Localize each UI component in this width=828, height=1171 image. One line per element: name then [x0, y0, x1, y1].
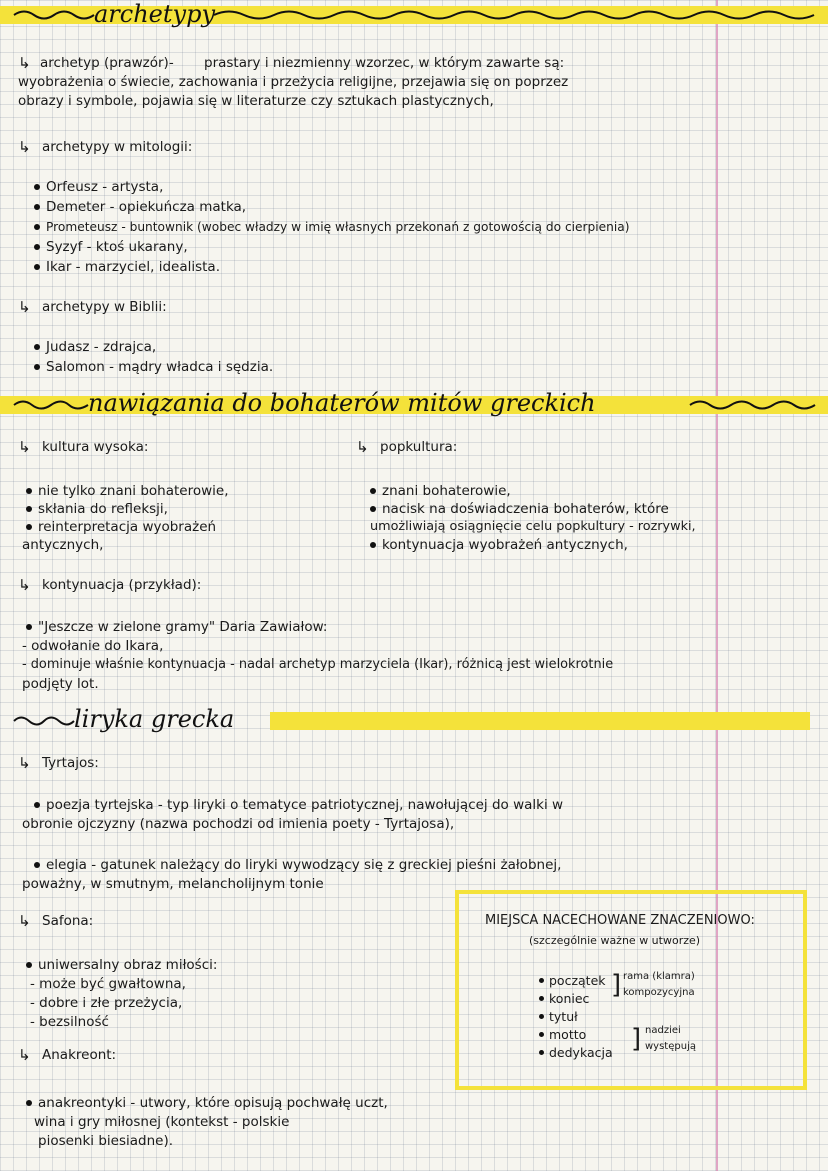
bullet-icon: [34, 244, 40, 250]
wave-decoration: [690, 398, 815, 412]
bullet-icon: [539, 1014, 544, 1019]
bullet-icon: [539, 1050, 544, 1055]
bullet-icon: [26, 1100, 32, 1106]
section-title: archetypy: [94, 0, 216, 28]
definition-label: archetyp (prawzór)-: [40, 55, 174, 71]
arrow-icon: ↳: [18, 912, 31, 930]
list-item: - odwołanie do Ikara,: [22, 638, 164, 654]
subsection-header: Safona:: [42, 913, 94, 929]
list-item: Prometeusz - buntownik (wobec władzy w imię własnych przekonań z gotowością do cierpienia): [46, 220, 630, 234]
bullet-icon: [539, 996, 544, 1001]
arrow-icon: ↳: [18, 1046, 31, 1064]
section-title: liryka grecka: [74, 705, 235, 733]
list-item: podjęty lot.: [22, 676, 99, 692]
bullet-icon: [26, 488, 32, 494]
column-header: kultura wysoka:: [42, 439, 149, 455]
bullet-icon: [34, 204, 40, 210]
list-item: nie tylko znani bohaterowie,: [38, 483, 229, 499]
box-subtitle: (szczególnie ważne w utworze): [529, 934, 701, 947]
bullet-icon: [34, 224, 40, 230]
list-item: nacisk na doświadczenia bohaterów, które: [382, 501, 669, 517]
wave-decoration: [14, 398, 88, 412]
arrow-icon: ↳: [18, 54, 31, 72]
list-item: - dobre i złe przeżycia,: [30, 995, 183, 1011]
list-item: dedykacja: [549, 1045, 613, 1060]
definition-text: wyobrażenia o świecie, zachowania i przeżycia religijne, przejawia się on poprzez: [18, 74, 569, 90]
list-item: antycznych,: [22, 537, 104, 553]
list-item: skłania do refleksji,: [38, 501, 168, 517]
bullet-icon: [370, 506, 376, 512]
list-item: - dominuje właśnie kontynuacja - nadal archetyp marzyciela (Ikar), różnicą jest wielokrotnie: [22, 657, 614, 672]
arrow-icon: ↳: [356, 438, 369, 456]
paragraph-text: anakreontyki - utwory, które opisują pochwałę uczt,: [38, 1095, 388, 1111]
bullet-icon: [370, 488, 376, 494]
paragraph-text: poważny, w smutnym, melancholijnym tonie: [22, 876, 324, 892]
box-note: nadziei: [645, 1025, 681, 1036]
box-note: kompozycyjna: [623, 987, 695, 998]
arrow-icon: ↳: [18, 576, 31, 594]
column-header: popkultura:: [380, 439, 458, 455]
box-note: występują: [645, 1041, 696, 1052]
section-title: nawiązania do bohaterów mitów greckich: [88, 389, 596, 417]
list-item: Syzyf - ktoś ukarany,: [46, 239, 188, 255]
list-item: tytuł: [549, 1009, 578, 1024]
bullet-icon: [539, 1032, 544, 1037]
list-item: Demeter - opiekuńcza matka,: [46, 199, 247, 215]
bullet-icon: [34, 344, 40, 350]
bullet-icon: [34, 364, 40, 370]
list-item: umożliwiają osiągnięcie celu popkultury - rozrywki,: [370, 519, 696, 534]
list-item: koniec: [549, 991, 590, 1006]
bullet-icon: [26, 506, 32, 512]
box-title: MIEJSCA NACECHOWANE ZNACZENIOWO:: [485, 913, 755, 928]
list-item: "Jeszcze w zielone gramy" Daria Zawiałow:: [38, 619, 328, 635]
arrow-icon: ↳: [18, 438, 31, 456]
title-highlight: [270, 712, 810, 730]
bullet-icon: [370, 542, 376, 548]
wave-decoration: [14, 714, 74, 728]
list-item: - może być gwałtowna,: [30, 976, 186, 992]
bullet-icon: [539, 978, 544, 983]
bracket-icon: ]: [631, 1024, 642, 1054]
bullet-icon: [34, 184, 40, 190]
arrow-icon: ↳: [18, 754, 31, 772]
list-item: reinterpretacja wyobrażeń: [38, 519, 217, 535]
bible-header: archetypy w Biblii:: [42, 299, 167, 315]
list-item: uniwersalny obraz miłości:: [38, 957, 218, 973]
key-points-box: [455, 890, 807, 1090]
bullet-icon: [26, 624, 32, 630]
paragraph-text: obronie ojczyzny (nazwa pochodzi od imienia poety - Tyrtajosa),: [22, 816, 455, 832]
list-item: kontynuacja wyobrażeń antycznych,: [382, 537, 628, 553]
subsection-header: Anakreont:: [42, 1047, 117, 1063]
arrow-icon: ↳: [18, 298, 31, 316]
definition-text: obrazy i symbole, pojawia się w literaturze czy sztukach plastycznych,: [18, 93, 494, 109]
bullet-icon: [34, 264, 40, 270]
list-item: Ikar - marzyciel, idealista.: [46, 259, 220, 275]
bullet-icon: [34, 862, 40, 868]
bullet-icon: [34, 802, 40, 808]
box-note: rama (klamra): [623, 971, 695, 982]
definition-text: prastary i niezmienny wzorzec, w którym zawarte są:: [204, 55, 565, 71]
list-item: Judasz - zdrajca,: [46, 339, 157, 355]
paragraph-text: piosenki biesiadne).: [38, 1133, 174, 1149]
bullet-icon: [26, 962, 32, 968]
wave-decoration: [14, 8, 94, 22]
bullet-icon: [26, 524, 32, 530]
list-item: znani bohaterowie,: [382, 483, 511, 499]
paragraph-text: poezja tyrtejska - typ liryki o tematyce patriotycznej, nawołującej do walki w: [46, 797, 564, 813]
example-header: kontynuacja (przykład):: [42, 577, 202, 593]
list-item: Salomon - mądry władca i sędzia.: [46, 359, 274, 375]
list-item: motto: [549, 1027, 587, 1042]
arrow-icon: ↳: [18, 138, 31, 156]
paragraph-text: wina i gry miłosnej (kontekst - polskie: [34, 1114, 290, 1130]
paragraph-text: elegia - gatunek należący do liryki wywodzący się z greckiej pieśni żałobnej,: [46, 857, 562, 873]
list-item: początek: [549, 973, 606, 988]
list-item: - bezsilność: [30, 1014, 109, 1030]
list-item: Orfeusz - artysta,: [46, 179, 164, 195]
subsection-header: Tyrtajos:: [42, 755, 99, 771]
wave-decoration: [214, 8, 814, 22]
myth-header: archetypy w mitologii:: [42, 139, 193, 155]
bracket-icon: ]: [611, 970, 622, 1000]
